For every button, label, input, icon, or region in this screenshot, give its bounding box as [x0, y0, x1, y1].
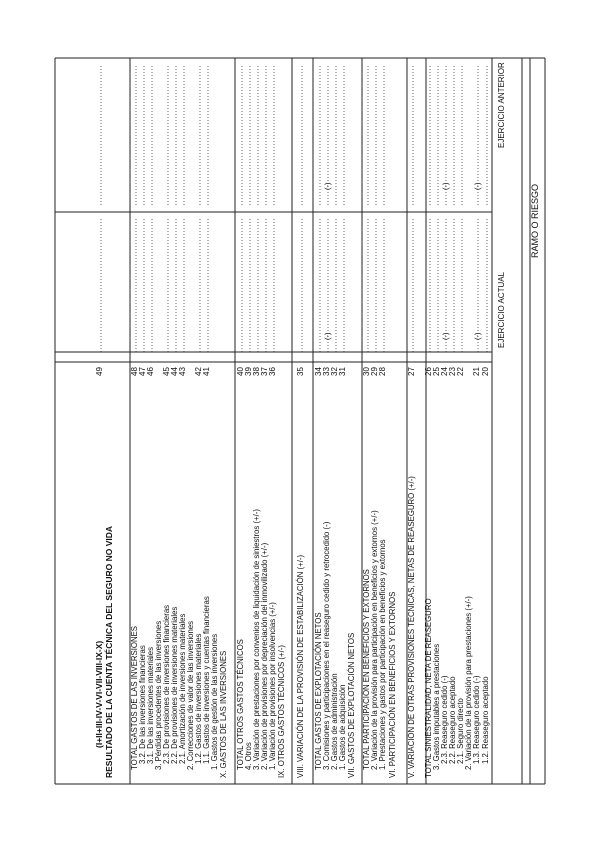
row-number: 44: [170, 367, 179, 376]
row-number: 23: [448, 367, 457, 376]
row-label: TOTAL SINIESTRALIDAD, NETA DE REASEGURO: [424, 598, 433, 778]
row-label: 2.1. Amortización de inversiones materiales: [178, 613, 187, 764]
row-number: 47: [138, 367, 147, 376]
row-label: 4. Otros: [244, 742, 253, 770]
row-number: 46: [146, 367, 155, 376]
neg-marker-current: (-): [473, 332, 482, 340]
row-number: 33: [322, 367, 331, 376]
row-number: 35: [296, 367, 305, 376]
row-number: 31: [338, 367, 347, 376]
row-label: 1.3. Reaseguro cedido (-): [472, 675, 481, 764]
row-label: IX. OTROS GASTOS TÉCNICOS (+/-): [277, 645, 286, 778]
row-label: TOTAL GASTOS DE EXPLOTACIÓN NETOS: [314, 612, 323, 770]
row-label: VI. PARTICIPACIÓN EN BENEFICIOS Y EXTORNOS: [388, 591, 397, 778]
row-number: 26: [424, 367, 433, 376]
row-number: 40: [236, 367, 245, 376]
row-label: 1.2. Reaseguro aceptado: [481, 676, 490, 764]
neg-marker-previous: (-): [441, 182, 450, 190]
row-number: 28: [378, 367, 387, 376]
row-number: 29: [370, 367, 379, 376]
row-number: 25: [432, 367, 441, 376]
col-current-header: EJERCICIO ACTUAL: [497, 271, 506, 348]
row-label: 3. Pérdidas procedentes de las inversiones: [154, 620, 163, 770]
row-number: 22: [456, 367, 465, 376]
neg-marker-current: (-): [323, 332, 332, 340]
row-number: 39: [244, 367, 253, 376]
row-number: 27: [407, 367, 416, 376]
row-label: 1. Prestaciones y gastos por participación en beneficios y extornos: [378, 539, 387, 770]
row-number: 34: [314, 367, 323, 376]
row-label: VIII. VARIACIÓN DE LA PROVISIÓN DE ESTABILIZACIÓN (+/-): [296, 554, 305, 778]
row-label: 1. Variación de provisiones por insolvencias (+/-): [268, 602, 277, 770]
row-label: X. GASTOS DE LAS INVERSIONES: [219, 650, 228, 778]
row-label: 2. Variación de provisiones por depreciación del inmovilizado (+/-): [260, 542, 269, 770]
row-number: 21: [472, 367, 481, 376]
row-number: 37: [260, 367, 269, 376]
row-label: TOTAL PARTICIPACIÓN EN BENEFICIOS Y EXTORNOS: [362, 569, 371, 770]
row-label: 2.3. De provisiones de inversiones financieras: [162, 604, 171, 764]
neg-marker-previous: (-): [473, 182, 482, 190]
row-number: 49: [95, 367, 104, 376]
row-number: 48: [130, 367, 139, 376]
row-number: 36: [268, 367, 277, 376]
row-label: 1.2. Gastos de inversiones materiales: [194, 633, 203, 764]
row-label: TOTAL GASTOS DE LAS INVERSIONES: [130, 626, 139, 770]
row-label: RESULTADO DE LA CUENTA TÉCNICA DEL SEGURO NO VIDA: [104, 525, 114, 778]
row-number: 20: [481, 367, 490, 376]
row-label: TOTAL OTROS GASTOS TÉCNICOS: [236, 639, 245, 770]
row-label: 2. Correcciones de valor de las inversiones: [186, 620, 195, 770]
row-label: 1.1. Gastos de inversiones y cuentas financieras: [202, 596, 211, 764]
row-number: 45: [162, 367, 171, 376]
row-number: 43: [178, 367, 187, 376]
row-label: 3.1. De las inversiones materiales: [146, 646, 155, 764]
row-label: 2.3. Reaseguro cedido (-): [440, 675, 449, 764]
row-label: 3. Variación de prestaciones por convenios de liquidación de siniestros (+/-): [252, 509, 261, 770]
row-number: 24: [440, 367, 449, 376]
row-label: 2. Variación de la provisión para participación en beneficios y extornos (+/-): [370, 510, 379, 770]
col-previous-header: EJERCICIO ANTERIOR: [497, 62, 506, 148]
row-label: 2.2. Reaseguro aceptado: [448, 676, 457, 764]
row-label: 1. Gastos de adquisición: [338, 684, 347, 770]
row-label: V. VARIACIÓN DE OTRAS PROVISIONES TÉCNICAS, NETAS DE REASEGURO (+/-): [407, 476, 416, 778]
row-label: 1. Gastos de gestión de las inversiones: [210, 633, 219, 770]
row-label: 2. Variación de la provisión para prestaciones (+/-): [464, 596, 473, 770]
neg-marker-previous: (-): [323, 182, 332, 190]
row-label: VII. GASTOS DE EXPLOTACIÓN NETOS: [347, 632, 356, 778]
row-number: 42: [194, 367, 203, 376]
row-number: 32: [330, 367, 339, 376]
row-number: 38: [252, 367, 261, 376]
group-title: RAMO O RIESGO: [530, 183, 540, 258]
neg-marker-current: (-): [441, 332, 450, 340]
row-number: 41: [202, 367, 211, 376]
row-number: 30: [362, 367, 371, 376]
row-label: 2. Gastos de administración: [330, 673, 339, 770]
row-label: 3. Gastos imputables a prestaciones: [432, 643, 441, 770]
row-label: 3.2. De las inversiones financieras: [138, 645, 147, 764]
row-label: (I+II+III-IV-V-VI-VII-VIII-IX-X): [94, 640, 104, 748]
row-label: 2.2. De provisiones de inversiones materiales: [170, 606, 179, 764]
row-label: 2.1. Seguro directo: [456, 698, 465, 764]
row-label: 3. Comisiones y participaciones en el reaseguro cedido y retrocedido (-): [322, 521, 331, 770]
